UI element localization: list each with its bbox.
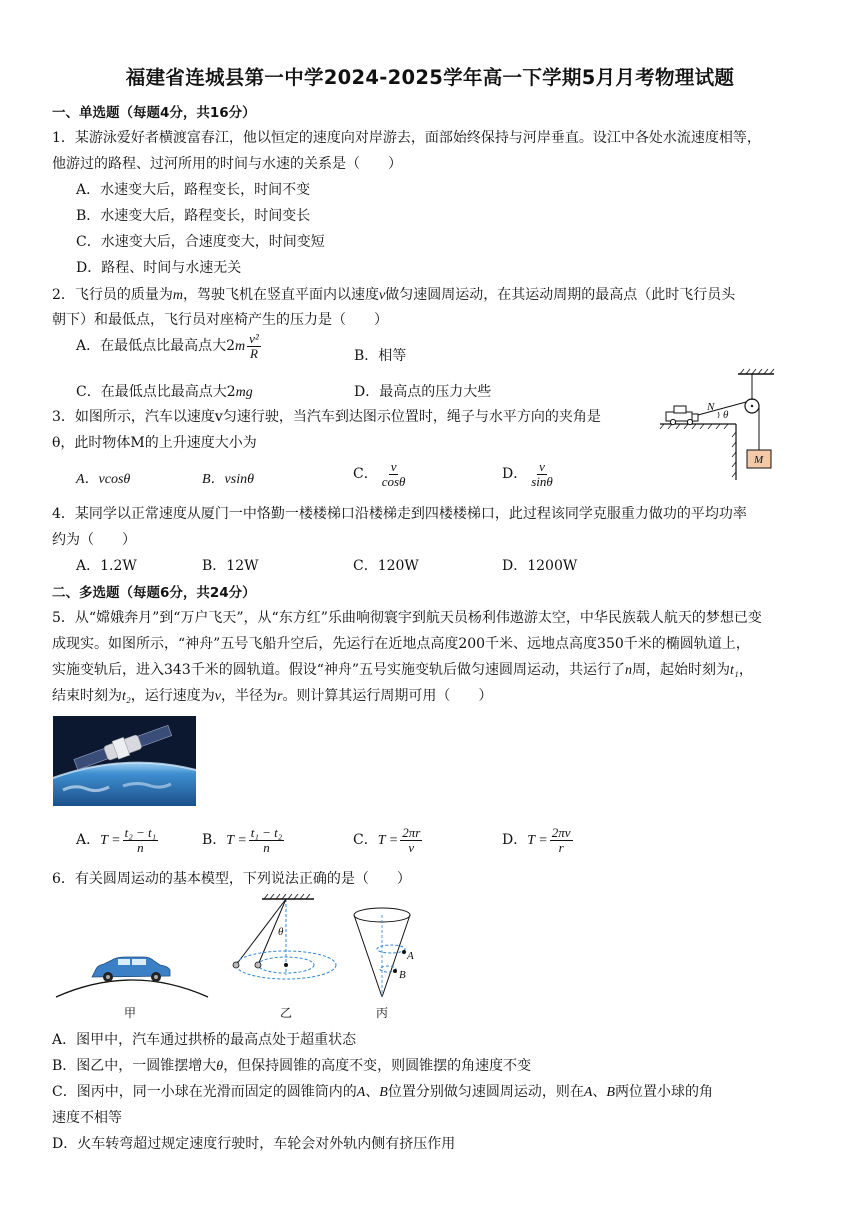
q3-option-a: A．vcosθ: [76, 472, 131, 487]
q6-option-b: B．图乙中，一圆锥摆增大θ，但保持圆锥的高度不变，则圆锥摆的角速度不变: [52, 1058, 532, 1074]
q2-stem-line2: 朝下）和最低点，飞行员对座椅产生的压力是（ ）: [52, 312, 388, 328]
q6-figures: [52, 893, 452, 1023]
truck-icon: [666, 406, 698, 425]
q3-option-b: B．vsinθ: [202, 472, 254, 487]
fig-label-bing: 丙: [376, 1006, 389, 1020]
q6-option-a: A．图甲中，汽车通过拱桥的最高点处于超重状态: [52, 1032, 357, 1048]
fig-label-jia: 甲: [124, 1006, 137, 1020]
q3-option-d: D． $\frac{v}{\sin\theta}$: [502, 459, 553, 489]
q6-stem: 6．有关圆周运动的基本模型，下列说法正确的是（ ）: [52, 871, 411, 887]
q3-figure: [660, 368, 800, 488]
fig-bing-a: A: [407, 950, 414, 962]
q4-stem-line2: 约为（ ）: [52, 532, 136, 548]
arch-bridge: [56, 980, 208, 997]
section-single-choice: 一、单选题（每题4分，共16分）: [52, 105, 256, 121]
q5-option-b: B．T = $\frac{\text{t₁ − t₂}}{n}$: [202, 825, 283, 855]
fig-label-yi: 乙: [280, 1006, 293, 1020]
q2-option-d: D．最高点的压力大些: [354, 384, 492, 400]
q5-stem-line2: 成现实。如图所示，“神舟”五号飞船升空后，先运行在近地点高度200千米、远地点高度350千米的椭圆轨道上，: [52, 636, 750, 652]
fig-yi-theta: θ: [278, 926, 284, 938]
mass-label: M: [754, 454, 764, 466]
q6-option-d: D．火车转弯超过规定速度行驶时，车轮会对外轨内侧有挤压作用: [52, 1136, 456, 1152]
q4-option-c: C．120W: [353, 558, 419, 574]
q2-stem-line1: 2．飞行员的质量为m，驾驶飞机在竖直平面内以速度v做匀速圆周运动，在其运动周期的最高点（此时飞行员头: [52, 287, 736, 303]
q1-stem-line1: 1．某游泳爱好者横渡富春江，他以恒定的速度向对岸游去，面部始终保持与河岸垂直。设江中各处水流速度相等，: [52, 130, 761, 146]
q4-option-b: B．12W: [202, 558, 259, 574]
q4-option-d: D．1200W: [502, 558, 578, 574]
fig-bing-b: B: [399, 969, 406, 981]
q3-stem-line2: θ，此时物体M的上升速度大小为: [52, 435, 257, 451]
q2-option-c: C．在最低点比最高点大2mg: [76, 384, 253, 400]
q6-option-c-line1: C．图丙中，同一小球在光滑而固定的圆锥筒内的A、B位置分别做匀速圆周运动，则在A、B两位置小球的角: [52, 1084, 713, 1100]
q2-option-a: A．在最低点比最高点大2m $\frac{\text{v²}}{R}$: [76, 331, 259, 361]
car-icon: [92, 957, 170, 982]
q1-stem-line2: 他游过的路程、过河所用的时间与水速的关系是（ ）: [52, 156, 402, 172]
q5-option-a: A．T = $\frac{\text{t₂ − t₁}}{n}$: [76, 825, 157, 855]
page-title: 福建省连城县第一中学2024-2025学年高一下学期5月月考物理试题: [125, 66, 735, 89]
q3-stem-line1: 3．如图所示，汽车以速度v匀速行驶，当汽车到达图示位置时，绳子与水平方向的夹角是: [52, 409, 601, 425]
q1-option-a: A．水速变大后，路程变长，时间不变: [76, 182, 311, 198]
q5-stem-line4: 结束时刻为t₂，运行速度为v，半径为r。则计算其运行周期可用（ ）: [52, 688, 493, 704]
q4-stem-line1: 4．某同学以正常速度从厦门一中恪勤一楼楼梯口沿楼梯走到四楼楼梯口，此过程该同学克服重力做功的平均功率: [52, 506, 747, 522]
q1-option-d: D．路程、时间与水速无关: [76, 260, 242, 276]
section-multi-choice: 二、多选题（每题6分，共24分）: [52, 585, 256, 601]
q6-option-c-line2: 速度不相等: [52, 1110, 122, 1126]
q2-option-b: B．相等: [354, 348, 407, 364]
q5-option-c: C．T = $\frac{2\pi r}{v}$: [353, 825, 421, 855]
rope-label-n: N: [707, 401, 715, 413]
q1-option-c: C．水速变大后，合速度变大，时间变短: [76, 234, 325, 250]
spacecraft-photo: [53, 716, 196, 806]
q4-option-a: A．1.2W: [76, 558, 137, 574]
q1-option-b: B．水速变大后，路程变长，时间变长: [76, 208, 311, 224]
q3-option-c: C． $\frac{v}{\cos\theta}$: [353, 459, 406, 489]
angle-label-theta: θ: [723, 409, 729, 421]
q5-option-d: D．T = $\frac{2\pi v}{r}$: [502, 825, 571, 855]
q5-stem-line1: 5．从“嫦娥奔月”到“万户飞天”，从“东方红”乐曲响彻寰宇到航天员杨利伟遨游太空，中华民族载人航天的梦想已变: [52, 610, 762, 626]
q5-stem-line3: 实施变轨后，进入343千米的圆轨道。假设“神舟”五号实施变轨后做匀速圆周运动，共运行了n周，起始时刻为t₁，: [52, 662, 753, 678]
